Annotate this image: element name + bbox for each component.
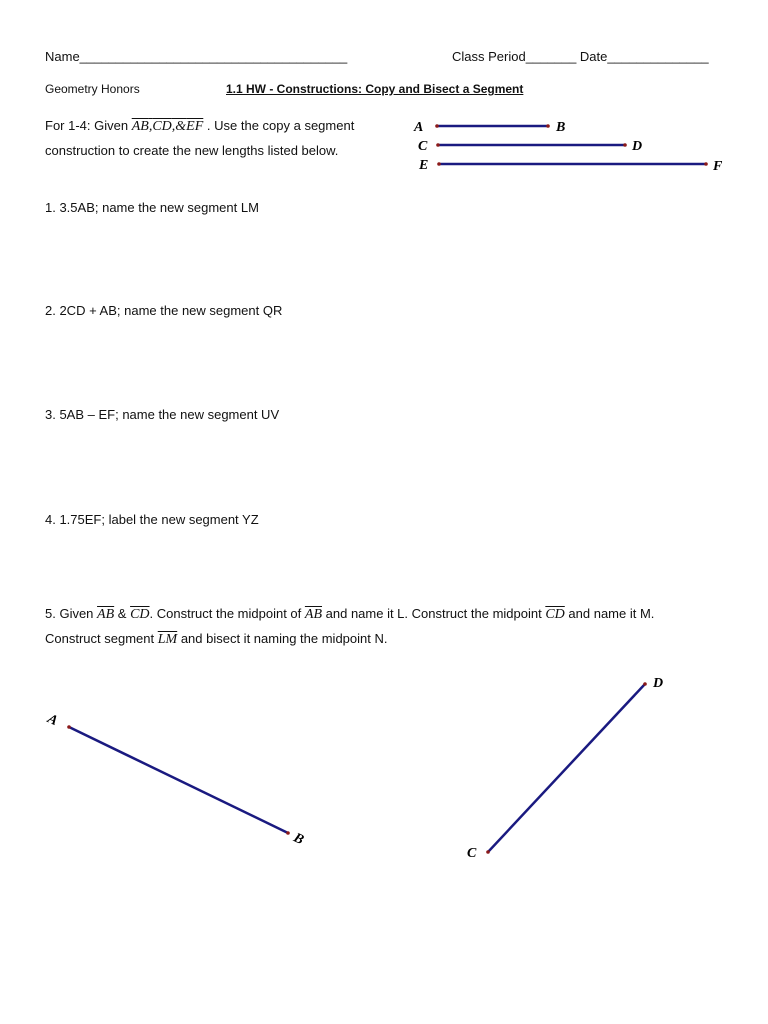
- page-title: 1.1 HW - Constructions: Copy and Bisect a Segment: [226, 82, 524, 96]
- name-field-label: Name_____________________________________: [45, 49, 348, 64]
- given-segments-diagram: [400, 110, 740, 180]
- label-c: C: [418, 139, 428, 154]
- label-b: B: [556, 120, 566, 135]
- course-name: Geometry Honors: [45, 82, 140, 96]
- problem-1: 1. 3.5AB; name the new segment LM: [45, 200, 259, 215]
- diagram-segment-ab: [67, 725, 290, 835]
- p5-construct-segment: Construct segment: [45, 631, 155, 646]
- intro-given-prefix: For 1-4: Given: [45, 118, 129, 133]
- problem-3: 3. 5AB – EF; name the new segment UV: [45, 407, 280, 422]
- p5-segment-cd: $\overline{CD}$: [130, 607, 150, 622]
- p5-segment-cd-2: $\overline{CD}$: [545, 607, 565, 622]
- p5-bisect-n: and bisect it naming the midpoint N.: [180, 631, 388, 646]
- label-e: E: [419, 158, 429, 173]
- intro-line-2: construction to create the new lengths listed below.: [45, 143, 339, 158]
- p5-segment-ab: $\overline{AB}$: [97, 607, 115, 622]
- label-f: F: [713, 159, 723, 174]
- problem-5-diagram: [0, 660, 768, 880]
- comma: ,: [148, 119, 153, 134]
- segment-ab-notation: $\overline{AB}$: [131, 119, 149, 134]
- segment-ef: [437, 162, 708, 166]
- segment-cd-notation: $\overline{CD}$: [152, 119, 172, 134]
- problem-5-line-1: [45, 606, 654, 623]
- p5-amp: &: [117, 606, 127, 621]
- p5-name-l: and name it L. Construct the midpoint: [325, 606, 542, 621]
- p5-given: 5. Given: [45, 606, 94, 621]
- label-d: D: [632, 139, 643, 154]
- problem-4: 4. 1.75EF; label the new segment YZ: [45, 512, 259, 527]
- intro-line-1: [45, 118, 354, 135]
- p5-midpoint-of: . Construct the midpoint of: [149, 606, 302, 621]
- segment-ef-notation: $\overline{EF}$: [186, 119, 204, 134]
- segment-cd: [436, 143, 627, 147]
- p5-segment-lm: $\overline{LM}$: [157, 632, 178, 647]
- p5-segment-ab-2: $\overline{AB}$: [304, 607, 323, 622]
- comma-amp: ,&: [171, 119, 187, 134]
- class-period-date-label: Class Period_______ Date______________: [452, 49, 709, 64]
- segment-ab: [435, 124, 550, 128]
- p5-name-m: and name it M.: [568, 606, 655, 621]
- intro-given-suffix: . Use the copy a segment: [206, 118, 355, 133]
- diagram-label-c: C: [467, 846, 477, 861]
- diagram-label-d: D: [653, 676, 664, 691]
- diagram-label-a: A: [45, 711, 60, 730]
- problem-5-line-2: [45, 631, 387, 648]
- label-a: A: [414, 120, 424, 135]
- diagram-label-b: B: [291, 830, 306, 849]
- problem-2: 2. 2CD + AB; name the new segment QR: [45, 303, 283, 318]
- diagram-segment-cd: [486, 682, 647, 854]
